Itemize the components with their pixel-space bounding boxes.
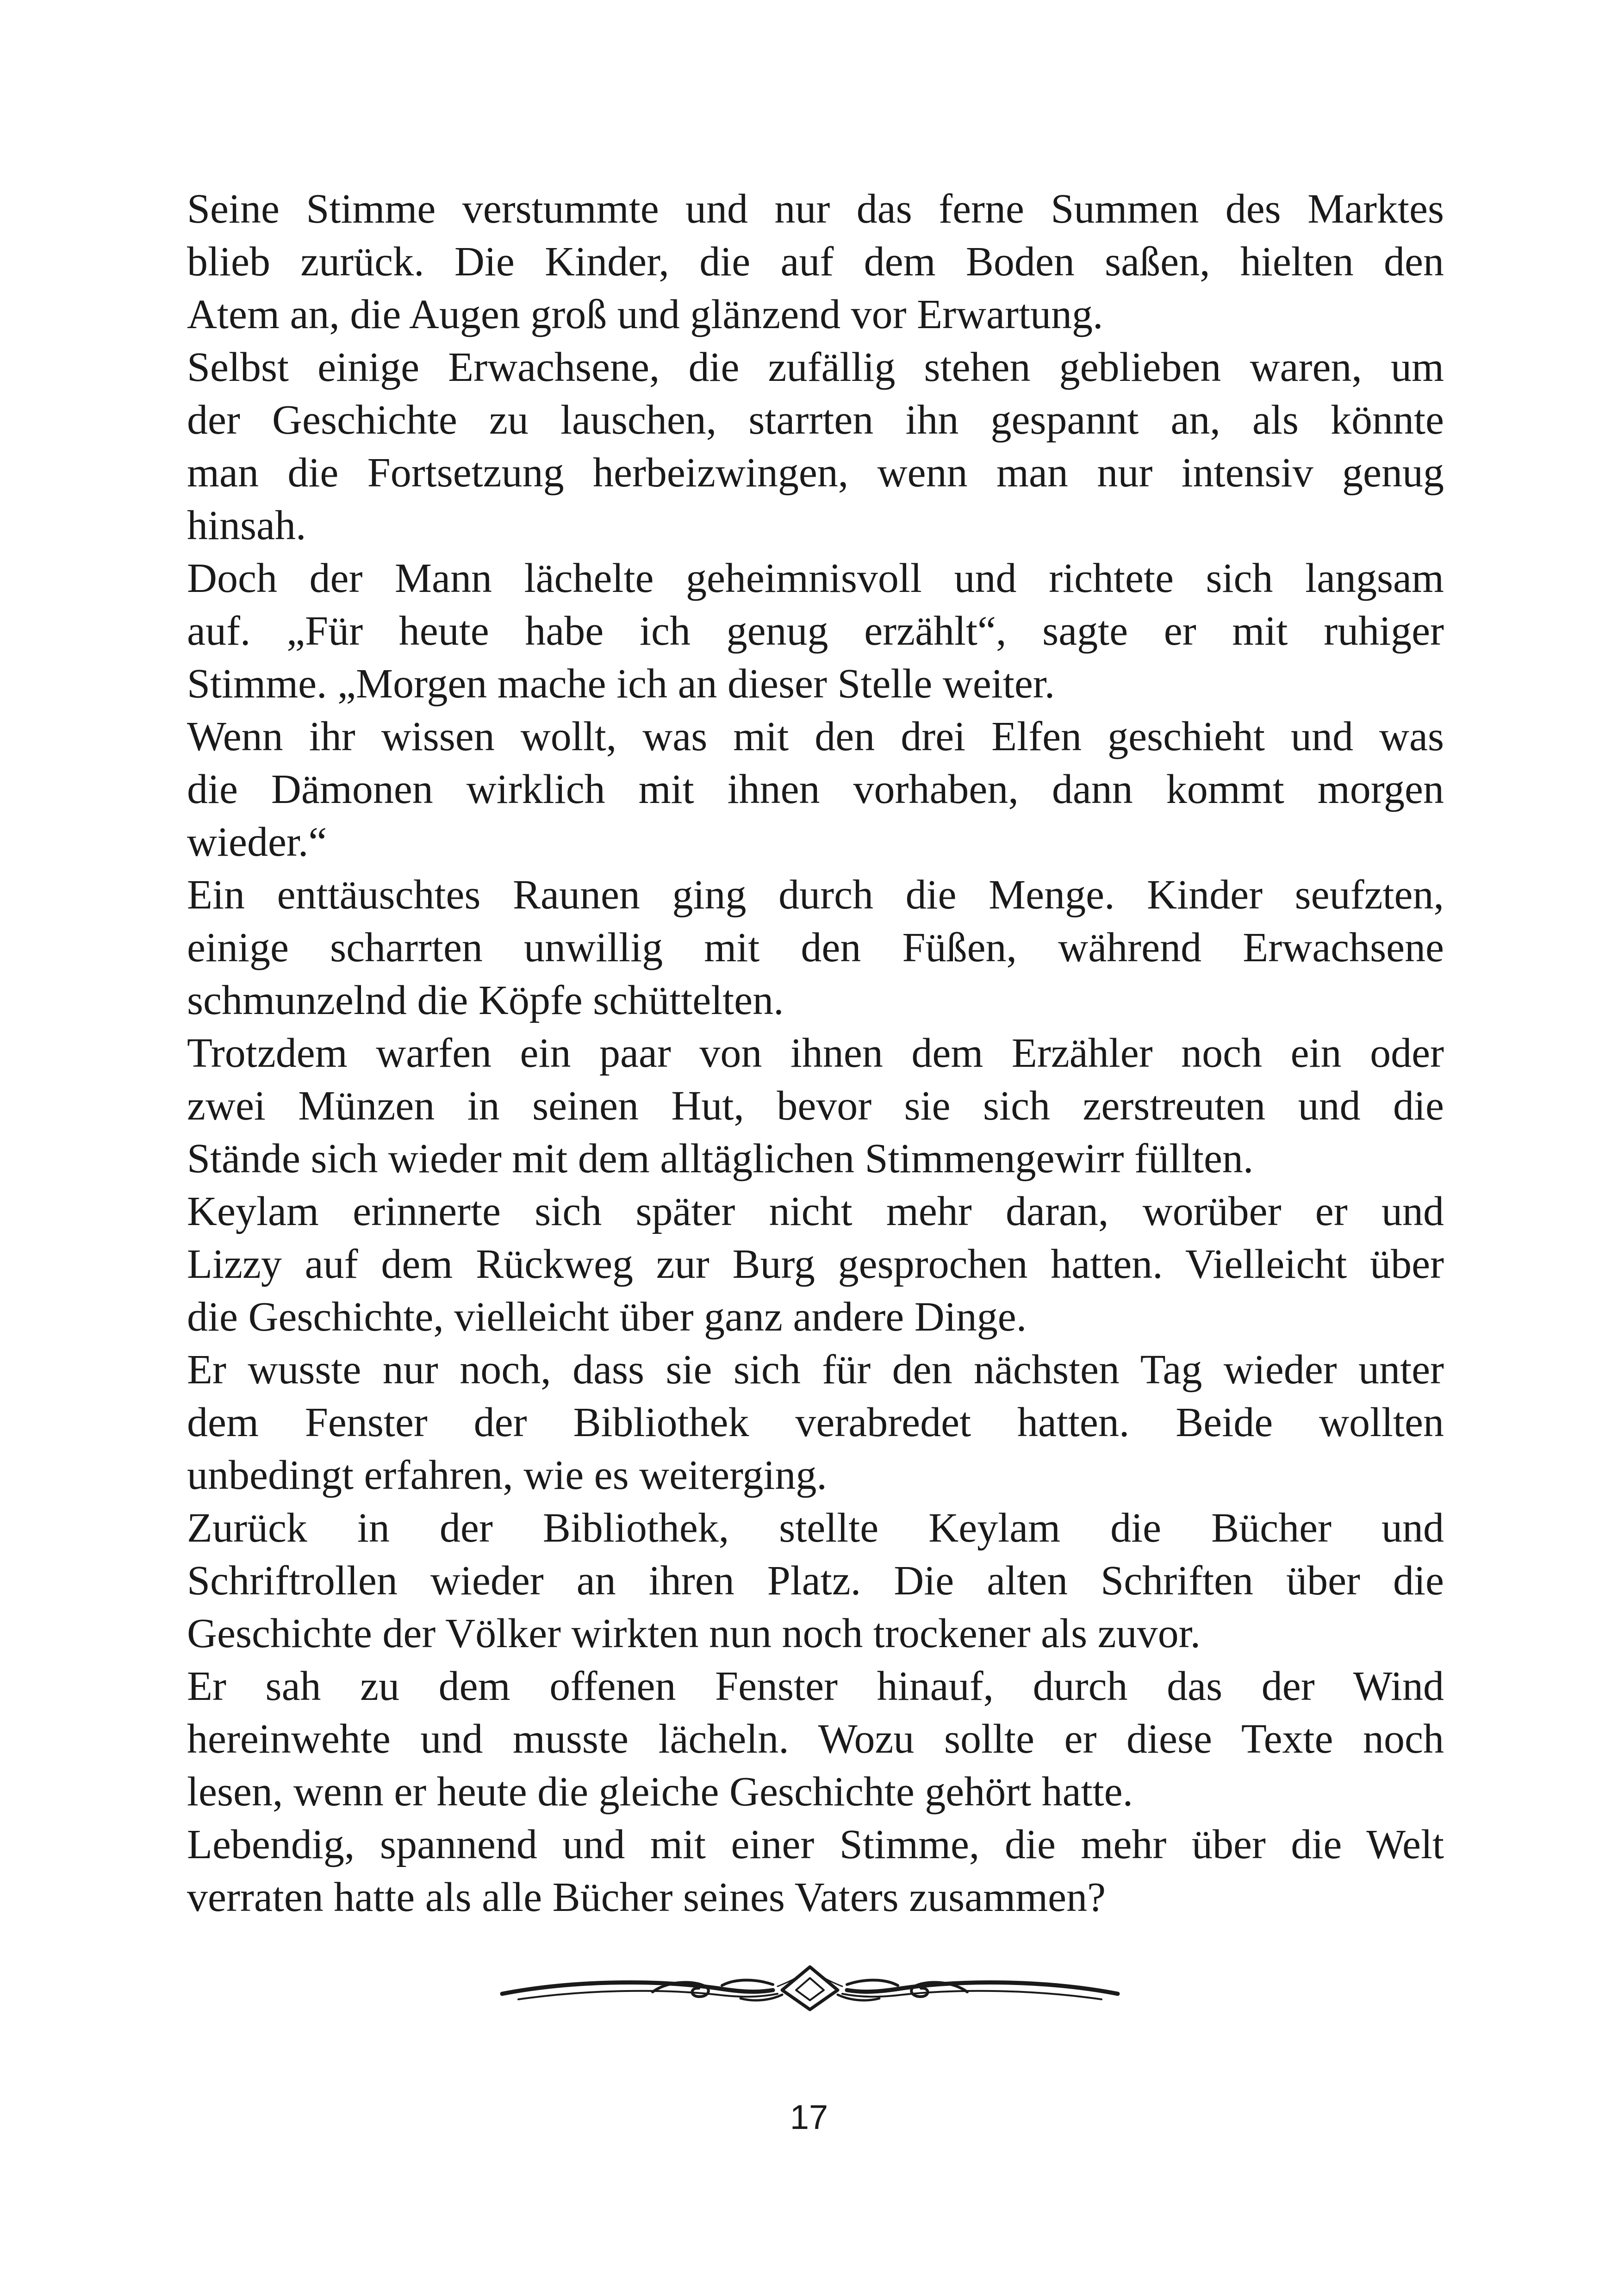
text-line: Atem an, die Augen groß und glänzend vor Erwartung.	[187, 292, 1103, 337]
page-number: 17	[790, 2098, 828, 2136]
text-line: einige scharrten unwillig mit den Füßen, während Erwachsene	[187, 925, 1444, 971]
text-line: zwei Münzen in seinen Hut, bevor sie sich zerstreuten und die	[187, 1083, 1444, 1129]
text-line: Selbst einige Erwachsene, die zufällig stehen geblieben waren, um	[187, 344, 1444, 390]
text-line: Stimme. „Morgen mache ich an dieser Stelle weiter.	[187, 661, 1055, 707]
text-line: wieder.“	[187, 819, 327, 865]
text-line: Keylam erinnerte sich später nicht mehr daran, worüber er und	[187, 1188, 1444, 1234]
text-line: verraten hatte als alle Bücher seines Vaters zusammen?	[187, 1874, 1106, 1920]
text-line: Trotzdem warfen ein paar von ihnen dem Erzähler noch ein oder	[187, 1030, 1444, 1076]
text-line: man die Fortsetzung herbeizwingen, wenn man nur intensiv genug	[187, 450, 1444, 496]
text-line: Stände sich wieder mit dem alltäglichen Stimmengewirr füllten.	[187, 1136, 1254, 1182]
text-line: Zurück in der Bibliothek, stellte Keylam die Bücher und	[187, 1505, 1444, 1551]
text-line: Doch der Mann lächelte geheimnisvoll und richtete sich langsam	[187, 555, 1444, 601]
flourish-divider-icon	[500, 1958, 1120, 2013]
text-line: die Geschichte, vielleicht über ganz andere Dinge.	[187, 1294, 1027, 1340]
text-line: unbedingt erfahren, wie es weiterging.	[187, 1452, 827, 1498]
text-line: Lebendig, spannend und mit einer Stimme, die mehr über die Welt	[187, 1822, 1444, 1867]
text-line: Geschichte der Völker wirkten nun noch trockener als zuvor.	[187, 1611, 1201, 1656]
text-line: Ein enttäuschtes Raunen ging durch die Menge. Kinder seufzten,	[187, 872, 1444, 918]
text-line: Seine Stimme verstummte und nur das ferne Summen des Marktes	[187, 186, 1444, 232]
text-line: der Geschichte zu lauschen, starrten ihn gespannt an, als könnte	[187, 397, 1444, 443]
text-line: Lizzy auf dem Rückweg zur Burg gesprochen hatten. Vielleicht über	[187, 1241, 1444, 1287]
text-line: hinsah.	[187, 503, 306, 548]
text-line: Wenn ihr wissen wollt, was mit den drei Elfen geschieht und was	[187, 714, 1444, 759]
text-line: die Dämonen wirklich mit ihnen vorhaben, dann kommt morgen	[187, 766, 1444, 812]
text-line: Er wusste nur noch, dass sie sich für den nächsten Tag wieder unter	[187, 1347, 1444, 1393]
text-line: Er sah zu dem offenen Fenster hinauf, durch das der Wind	[187, 1663, 1444, 1709]
text-line: hereinwehte und musste lächeln. Wozu sollte er diese Texte noch	[187, 1716, 1444, 1762]
text-line: auf. „Für heute habe ich genug erzählt“, sagte er mit ruhiger	[187, 608, 1444, 654]
text-line: dem Fenster der Bibliothek verabredet hatten. Beide wollten	[187, 1400, 1444, 1445]
text-line: lesen, wenn er heute die gleiche Geschichte gehört hatte.	[187, 1769, 1133, 1815]
text-line: Schriftrollen wieder an ihren Platz. Die alten Schriften über die	[187, 1558, 1444, 1604]
text-line: schmunzelnd die Köpfe schüttelten.	[187, 977, 784, 1023]
text-line: blieb zurück. Die Kinder, die auf dem Boden saßen, hielten den	[187, 239, 1444, 285]
body-text	[187, 183, 1444, 1924]
